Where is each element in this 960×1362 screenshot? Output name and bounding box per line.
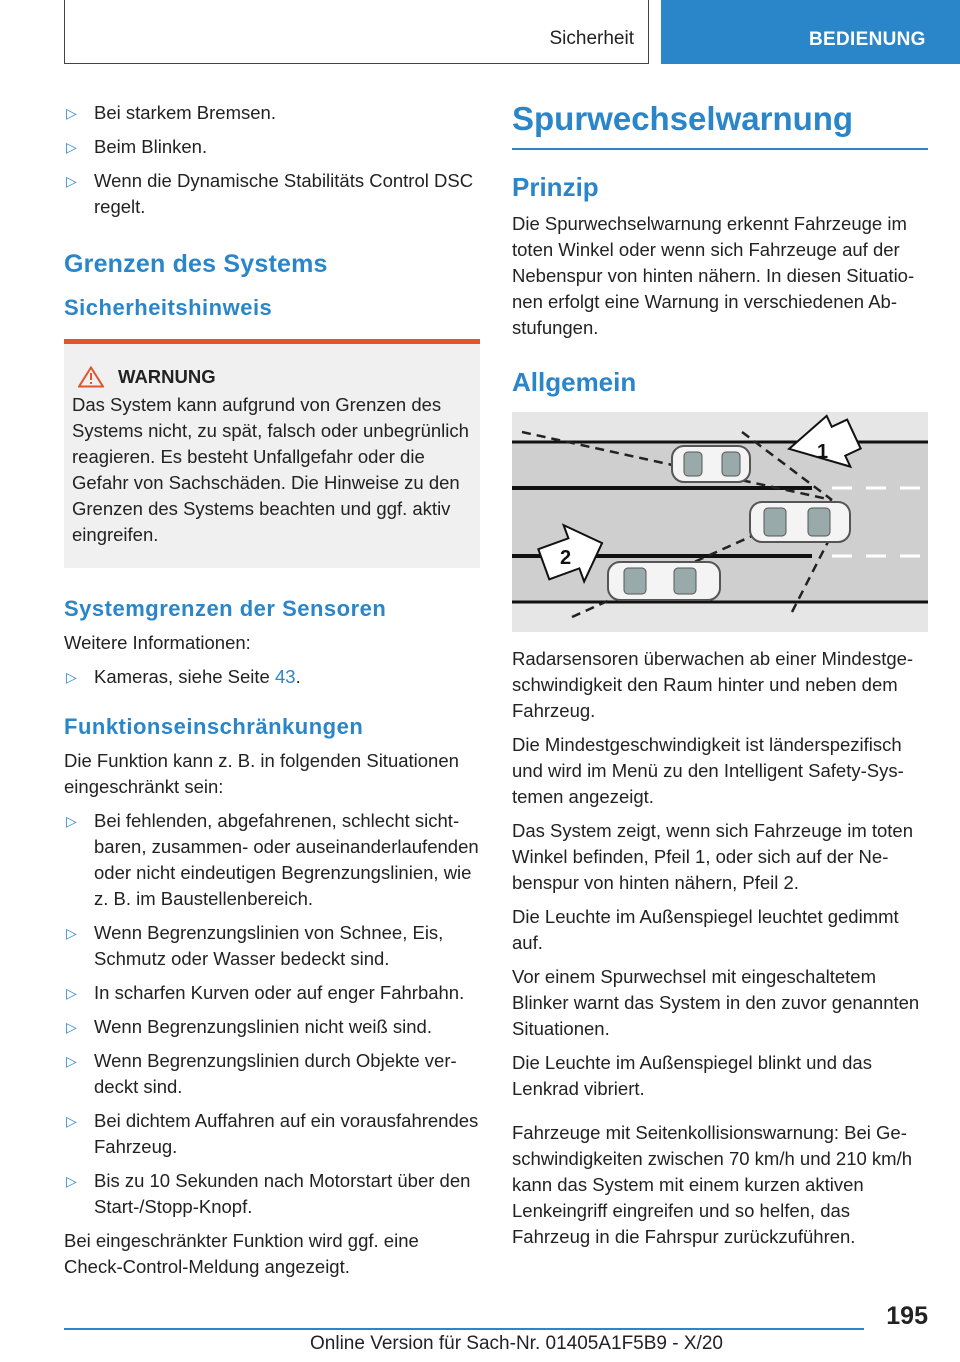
bullet-triangle-icon: ▷	[66, 139, 77, 155]
header-section-box	[64, 0, 649, 64]
footer-divider	[64, 1328, 864, 1330]
left-column	[64, 100, 480, 1288]
warning-title: WARNUNG	[118, 366, 216, 387]
principle-text: Die Spurwechselwarnung erkennt Fahrzeuge im toten Winkel oder wenn sich Fahrzeuge auf der Nebenspur von hinten nähern. In diesen Situationen erfolgt eine Warnung in verschiedenen Abstufungen.	[512, 213, 915, 338]
car-bottom-icon	[608, 562, 720, 600]
function-bullet-list	[64, 808, 480, 1220]
header-chapter-tab	[661, 0, 960, 64]
arrow-2-label: 2	[560, 547, 572, 569]
bullet-triangle-icon: ▷	[66, 105, 77, 121]
bullet-triangle-icon: ▷	[66, 1019, 77, 1035]
bullet-triangle-icon: ▷	[66, 813, 77, 829]
list-item: ▷ In scharfen Kurven oder auf enger Fahrbahn.	[64, 980, 480, 1006]
heading-function-restrictions: Funktionseinschränkungen	[64, 714, 364, 739]
bullet-triangle-icon: ▷	[66, 925, 77, 941]
bullet-triangle-icon: ▷	[66, 1173, 77, 1189]
paragraph-1: Radarsensoren überwachen ab einer Mindestgeschwindigkeit den Raum hinter und neben dem Fahrzeug.	[512, 648, 914, 721]
bullet-triangle-icon: ▷	[66, 173, 77, 189]
bullet-triangle-icon: ▷	[66, 985, 77, 1001]
paragraph-5: Vor einem Spurwechsel mit eingeschaltetem Blinker warnt das System in den zuvor genannten Situationen.	[512, 966, 920, 1039]
page-number: 195	[886, 1302, 928, 1330]
list-item: ▷ Bei fehlenden, abgefahrenen, schlecht sichtbaren, zusammen- oder auseinanderlaufenden oder nicht eindeutigen Begrenzungslinien, wie z. B. im Baustellenbereich.	[66, 810, 479, 909]
lane-change-illustration	[512, 412, 928, 632]
sensors-intro: Weitere Informationen:	[64, 632, 251, 653]
list-item: ▷ Bei starkem Bremsen.	[64, 100, 480, 126]
list-item: ▷ Bei dichtem Auffahren auf ein vorausfahrendes Fahrzeug.	[66, 1110, 479, 1157]
bullet-triangle-icon: ▷	[66, 1113, 77, 1129]
bullet-triangle-icon: ▷	[66, 1053, 77, 1069]
car-ego-icon	[750, 502, 850, 542]
list-item: ▷ Wenn die Dynamische Stabilitäts Control DSC regelt.	[66, 170, 474, 217]
function-outro: Bei eingeschränkter Funktion wird ggf. eine Check-Control-Meldung angezeigt.	[64, 1230, 419, 1277]
list-item: ▷ Wenn Begrenzungslinien nicht weiß sind.	[64, 1014, 480, 1040]
sensor-bullet-list	[64, 664, 480, 690]
paragraph-3: Das System zeigt, wenn sich Fahrzeuge im toten Winkel befinden, Pfeil 1, oder sich auf der Nebenspur von hinten nähern, Pfeil 2.	[512, 820, 914, 893]
bullet-triangle-icon: ▷	[66, 669, 77, 685]
paragraph-2: Die Mindestgeschwindigkeit ist länderspezifisch und wird im Menü zu den Intelligent Safety-Systemen angezeigt.	[512, 734, 904, 807]
heading-safety-notice: Sicherheitshinweis	[64, 295, 273, 320]
collision-warning-text: Fahrzeuge mit Seitenkollisionswarnung: Bei Geschwindigkeiten zwischen 70 km/h und 210 km/h kann das System mit einem kurzen aktiven Lenkeingriff eingreifen und so helfen, das Fahrzeug in die Fahrspur zurückzuführen.	[512, 1122, 913, 1247]
paragraph-4: Die Leuchte im Außenspiegel leuchtet gedimmt auf.	[512, 906, 899, 953]
header-section-title: Sicherheit	[549, 28, 634, 49]
paragraph-6: Die Leuchte im Außenspiegel blinkt und das Lenkrad vibriert.	[512, 1052, 872, 1099]
heading-general: Allgemein	[512, 367, 637, 397]
heading-sensor-limits: Systemgrenzen der Sensoren	[64, 596, 387, 621]
arrow-1-label: 1	[817, 441, 829, 463]
top-bullet-list	[64, 100, 480, 220]
list-item: ▷ Wenn Begrenzungslinien von Schnee, Eis, Schmutz oder Wasser bedeckt sind.	[66, 922, 444, 969]
car-top-icon	[672, 446, 750, 482]
heading-system-limits: Grenzen des Systems	[64, 250, 328, 278]
lane-diagram-svg	[512, 412, 928, 632]
heading-principle: Prinzip	[512, 172, 599, 202]
page-title: Spurwechselwarnung	[512, 100, 928, 150]
list-item: ▷ Kameras, siehe Seite 43.	[64, 664, 480, 690]
function-intro: Die Funktion kann z. B. in folgenden Situationen eingeschränkt sein:	[64, 750, 459, 797]
footer-version-text: Online Version für Sach-Nr. 01405A1F5B9 - X/20	[310, 1333, 723, 1354]
list-item: ▷ Beim Blinken.	[64, 134, 480, 160]
right-column	[512, 100, 928, 1258]
page-link[interactable]: 43	[274, 666, 296, 687]
warning-triangle-icon	[78, 366, 104, 388]
warning-box	[64, 339, 480, 568]
list-item: ▷ Wenn Begrenzungslinien durch Objekte verdeckt sind.	[66, 1050, 457, 1097]
warning-text: Das System kann aufgrund von Grenzen des Systems nicht, zu spät, falsch oder unbegrünlich reagieren. Es besteht Unfallgefahr oder die Gefahr von Sachschäden. Die Hinweise zu den Grenzen des Systems beachten und ggf. aktiv eingreifen.	[72, 394, 469, 545]
header-chapter-title: BEDIENUNG	[809, 29, 926, 50]
list-item: ▷ Bis zu 10 Sekunden nach Motorstart über den Start-/Stopp-Knopf.	[66, 1170, 471, 1217]
